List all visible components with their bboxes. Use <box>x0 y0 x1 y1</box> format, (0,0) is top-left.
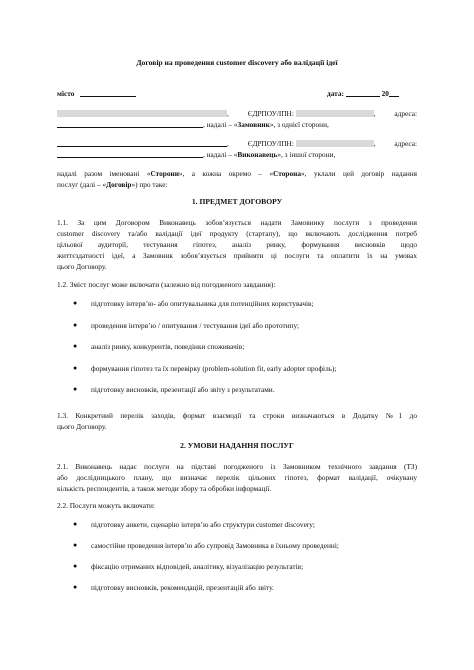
customer-role: Замовник <box>237 120 270 129</box>
party1-address-label: адреса: <box>394 109 417 118</box>
bullet-icon: ● <box>73 562 78 570</box>
p11-line5: цього Договору. <box>57 262 107 271</box>
party2-line1: , ЄДРПОУ/ІПН: , адреса: <box>57 139 417 148</box>
s1-bullet-2: проведення інтерв’ю / опитування / тестування ідеї або прототипу; <box>91 321 300 330</box>
s1-bullet-1: підготовку інтерв’ю- або опитувальника для потенційних користувачів; <box>91 299 314 308</box>
party1-edrpou-field[interactable] <box>296 110 374 117</box>
party1-edrpou-label: ЄДРПОУ/ІПН: <box>247 109 294 118</box>
p13-line1: 1.3. Конкретний перелік заходів, формат взаємодії та строки визначаються в Додатку №1 до <box>57 411 417 420</box>
s2-bullet-2: самостійне проведення інтерв’ю або супровід Замовника в їхньому проведенні; <box>91 541 339 550</box>
bullet-icon: ● <box>73 520 78 528</box>
city-line <box>57 89 136 98</box>
party1-line1: , ЄДРПОУ/ІПН: , адреса: <box>57 109 417 118</box>
party2-address-label: адреса: <box>394 139 417 148</box>
year-prefix: 20 <box>381 89 389 98</box>
party2-address-field[interactable] <box>57 150 203 158</box>
bullet-icon: ● <box>73 385 78 393</box>
party2-edrpou-field[interactable] <box>296 140 374 147</box>
bullet-icon: ● <box>73 342 78 350</box>
date-label: дата <box>327 89 342 98</box>
date-line: дата: 20 <box>327 89 399 98</box>
section1-heading: 1. ПРЕДМЕТ ДОГОВОРУ <box>191 197 283 206</box>
s2-bullet-4: підготовку висновків, рекомендацій, презентацій або звіту. <box>91 583 274 592</box>
city-label: місто <box>57 89 75 98</box>
p13-line2: цього Договору. <box>57 422 107 431</box>
p21-line2: або дослідницького плану, що визначає перелік цільових гіпотез, формат валідації, очікувану <box>57 473 417 482</box>
bullet-icon: ● <box>73 541 78 549</box>
p12: 1.2. Зміст послуг може включати (залежно від погодженого завдання): <box>57 280 276 289</box>
document-title: Договір на проведення customer discovery або валідації ідеї <box>136 58 338 67</box>
party1-address-field[interactable] <box>57 120 203 128</box>
city-field[interactable] <box>80 89 136 97</box>
party2-name-field[interactable] <box>57 139 227 147</box>
p22: 2.2. Послуги можуть включати: <box>57 501 155 510</box>
s2-bullet-3: фіксацію отриманих відповідей, аналітику, візуалізацію результатів; <box>91 562 304 571</box>
s1-bullet-3: аналіз ринку, конкурентів, поведінки споживачів; <box>91 342 245 351</box>
bullet-icon: ● <box>73 321 78 329</box>
bullet-icon: ● <box>73 364 78 372</box>
bullet-icon: ● <box>73 299 78 307</box>
intro-line2: послуг (далі – «Договір») про таке: <box>57 180 168 189</box>
party1-line2: , надалі – «Замовник», з однієї сторони, <box>57 120 329 129</box>
party2-edrpou-label: ЄДРПОУ/ІПН: <box>247 139 294 148</box>
s1-bullet-5: підготовку висновків, презентації або звіту з результатами. <box>91 385 275 394</box>
intro-line1: надалі разом іменовані «Сторони», а кожна окремо – «Сторона», уклали цей договір надання <box>57 169 417 178</box>
party1-name-field[interactable] <box>57 110 227 117</box>
bullet-icon: ● <box>73 583 78 591</box>
p11-line3: цільової аудиторії, тестування гіпотез, аналіз ринку, формування висновків щодо <box>57 240 417 249</box>
p21-line3: кількість респондентів, а також методи збору та обробки інформації. <box>57 484 272 493</box>
p11-line1: 1.1. За цим Договором Виконавець зобов’язується надати Замовнику послуги з проведення <box>57 218 417 227</box>
party2-line2: , надалі – «Виконавець», з іншої сторони, <box>57 150 335 159</box>
p11-line4: життєздатності ідеї, а Замовник зобов’язується прийняти ці послуги та оплатити їх на умовах <box>57 251 417 260</box>
section2-heading: 2. УМОВИ НАДАННЯ ПОСЛУГ <box>180 441 294 450</box>
contractor-role: Виконавець <box>237 150 278 159</box>
p21-line1: 2.1. Виконавець надає послуги на підставі погодженого із Замовником технічного завдання (ТЗ) <box>57 462 417 471</box>
s1-bullet-4: формування гіпотез та їх перевірку (problem-solution fit, early adopter профіль); <box>91 364 337 373</box>
p11-line2: customer discovery та/або валідації ідеї продукту (стартапу), що включають дослідження потреб <box>57 229 417 238</box>
date-day-field[interactable] <box>346 89 380 97</box>
s2-bullet-1: підготовку анкети, сценарію інтерв’ю або структури customer discovery; <box>91 520 315 529</box>
year-field[interactable] <box>389 89 399 97</box>
